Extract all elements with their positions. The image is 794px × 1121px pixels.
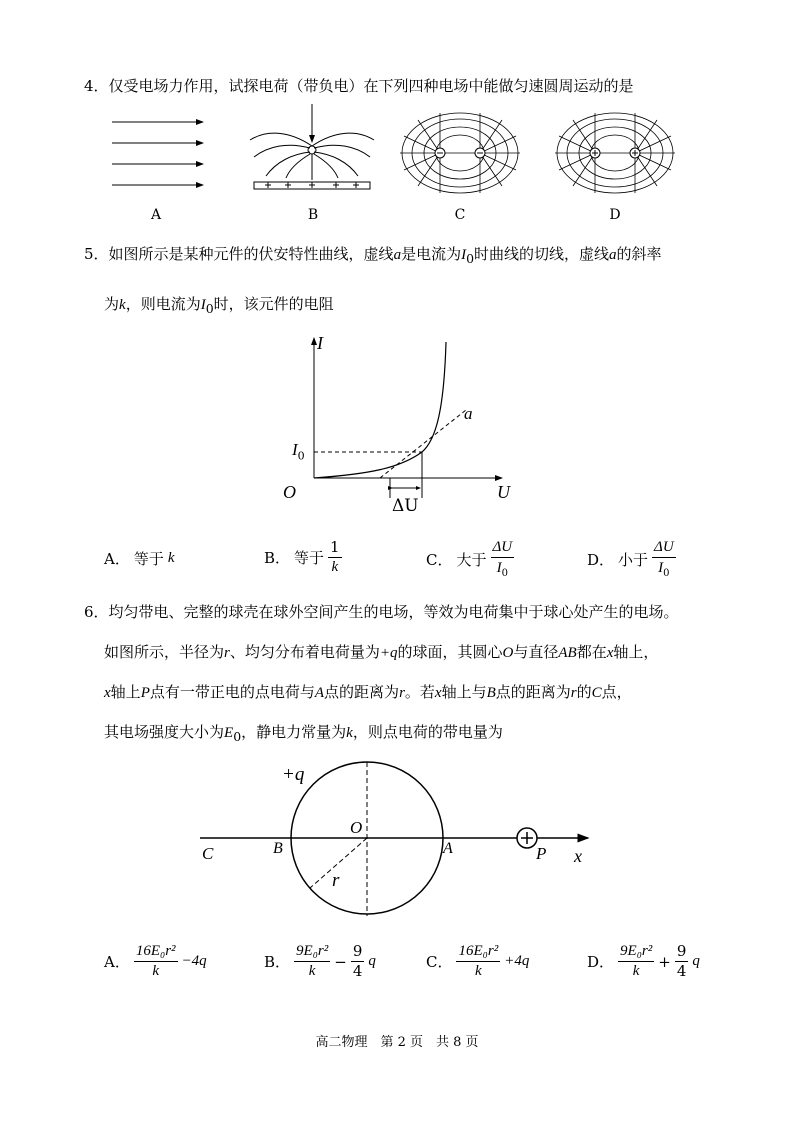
q6-var: C: [591, 685, 602, 701]
den-sub: 0: [663, 568, 670, 579]
fraction: [328, 540, 342, 575]
q5-number: 5．: [84, 245, 109, 263]
q4-option-d: D: [609, 207, 621, 223]
fraction: [294, 944, 330, 979]
q5-i0-sub: 0: [297, 449, 305, 463]
option-tail: q: [692, 953, 700, 969]
q5-sub: 0: [205, 301, 214, 316]
q6-var: B: [486, 685, 496, 701]
q5-var-a: a: [609, 247, 617, 263]
q6-text: 的球面，其圆心: [397, 643, 503, 661]
q5-option-a[interactable]: [104, 548, 175, 569]
q6-var: x: [434, 685, 442, 701]
q4-number: 4．: [84, 77, 109, 95]
q6-option-c[interactable]: [426, 944, 529, 979]
q6-var: x: [606, 645, 614, 661]
q6-point-a: A: [443, 840, 453, 857]
q5-var-i: I: [461, 247, 467, 263]
q6-option-b[interactable]: [264, 944, 376, 979]
q6-text: 点的距离为: [324, 683, 400, 701]
q5-option-c[interactable]: [426, 540, 514, 579]
denominator: k: [152, 963, 160, 979]
option-text: 小于: [618, 551, 649, 569]
q6-option-a[interactable]: [104, 944, 207, 979]
q5-stem-line1: [84, 244, 662, 269]
q6-text: 轴上与: [441, 683, 487, 701]
q6-x-axis-label: x: [574, 846, 582, 866]
q5-iv-graph: [280, 330, 520, 520]
q6-point-o: O: [350, 818, 363, 837]
fraction: [618, 944, 654, 979]
q4-figure-b: [248, 102, 378, 197]
option-tail: +4q: [504, 953, 530, 969]
q5-var-a: a: [393, 247, 402, 263]
q6-charge-label: +q: [282, 764, 305, 785]
denominator: 4: [676, 962, 687, 980]
q6-text: 的: [576, 683, 592, 701]
q6-text: 轴上: [110, 683, 141, 701]
numerator: 9: [676, 942, 687, 960]
q6-sphere-figure: [200, 760, 600, 920]
q6-text: 、均匀分布着电荷量为: [229, 643, 380, 661]
den-var: I: [496, 560, 502, 576]
q5-text: ，则电流为: [125, 295, 201, 313]
q6-text: 轴上，: [613, 643, 659, 661]
q6-var: k: [346, 725, 353, 741]
q5-origin-label: O: [283, 482, 296, 502]
q6-sub: 0: [233, 729, 242, 744]
q5-text: 的斜率: [616, 245, 662, 263]
q4-figure-d: [553, 108, 678, 198]
numerator: ΔU: [652, 540, 676, 558]
numerator: 9: [352, 942, 363, 960]
q6-var: r: [570, 685, 577, 701]
q6-radius-label: r: [332, 870, 340, 891]
option-label: A．: [104, 953, 130, 971]
q5-y-axis-label: I: [317, 333, 323, 353]
q6-stem-line1: [84, 602, 679, 622]
option-label: C．: [426, 953, 453, 971]
numerator: 16E₀r²: [134, 944, 178, 962]
q6-text: ，则点电荷的带电量为: [352, 723, 503, 741]
q5-tangent-label: a: [464, 404, 473, 423]
q6-point-b: B: [273, 840, 283, 857]
q5-x-axis-label: U: [497, 482, 510, 502]
q5-text: 为: [104, 295, 120, 313]
denominator: k: [632, 963, 640, 979]
option-text: 等于: [133, 550, 164, 568]
q5-var-i: I: [200, 297, 206, 313]
q5-i0-label: [292, 440, 305, 462]
option-label: C．: [426, 551, 453, 569]
q6-text: 与直径: [513, 643, 559, 661]
option-tail: q: [368, 953, 376, 969]
q6-text: 都在: [576, 643, 607, 661]
q6-stem-line2: [104, 642, 658, 663]
q4-figure-c: [398, 108, 523, 198]
q6-var: P: [140, 685, 150, 701]
fraction: [134, 944, 178, 979]
q6-var: +q: [379, 645, 398, 661]
q6-var: A: [314, 685, 325, 701]
q6-point-c: C: [202, 844, 214, 863]
q6-var: O: [502, 645, 514, 661]
option-text: 等于: [294, 549, 325, 567]
option-label: D．: [587, 953, 615, 971]
operator: +: [658, 952, 671, 971]
den-var: I: [658, 560, 664, 576]
q6-var: E: [224, 725, 234, 741]
q6-text: ，静电力常量为: [241, 723, 347, 741]
q6-var: r: [399, 685, 405, 701]
q6-stem-line4: [104, 722, 503, 747]
page-footer: 高二物理 第 2 页 共 8 页: [315, 1035, 479, 1050]
option-label: D．: [587, 551, 615, 569]
option-var: k: [167, 550, 175, 566]
option-tail: −4q: [181, 953, 207, 969]
q4-option-a: A: [150, 207, 162, 223]
fraction: [652, 540, 676, 579]
q6-var: r: [224, 645, 230, 661]
q5-i0-var: I: [292, 440, 298, 459]
fraction: [456, 944, 500, 979]
denominator: [656, 558, 671, 579]
denominator: k: [475, 963, 482, 979]
den-sub: 0: [501, 568, 508, 579]
q6-number: 6．: [84, 603, 109, 621]
q6-var: x: [104, 685, 111, 701]
q5-text: 如图所示是某种元件的伏安特性曲线，虚线: [108, 245, 394, 263]
q5-sub: 0: [466, 251, 475, 266]
operator: −: [334, 952, 347, 971]
denominator: k: [331, 559, 339, 575]
denominator: 4: [352, 962, 363, 980]
option-label: B．: [264, 953, 291, 971]
fraction: [675, 944, 689, 979]
fraction: [351, 944, 365, 979]
q6-option-d[interactable]: [587, 944, 700, 979]
q4-option-c: C: [454, 207, 466, 223]
q5-text: 是电流为: [401, 245, 462, 263]
numerator: 1: [330, 538, 340, 556]
q4-figure-a: [110, 112, 210, 192]
q4-option-b: B: [307, 207, 319, 223]
denominator: [495, 558, 510, 579]
q5-text: 时曲线的切线，虚线: [474, 245, 610, 263]
q6-text: 点的距离为: [495, 683, 571, 701]
numerator: ΔU: [491, 540, 515, 558]
q6-text: 点，: [601, 683, 632, 701]
q6-point-p: P: [536, 844, 547, 863]
fraction: [491, 540, 515, 579]
q4-text: 仅受电场力作用，试探电荷（带负电）在下列四种电场中能做匀速圆周运动的是: [108, 77, 634, 95]
q6-text: 如图所示，半径为: [104, 643, 225, 661]
q5-stem-line2: [104, 294, 334, 319]
option-label: A．: [104, 550, 130, 568]
q6-text: 其电场强度大小为: [104, 723, 225, 741]
numerator: 9E₀r²: [294, 944, 330, 962]
q6-text: 点有一带正电的点电荷与: [149, 683, 315, 701]
numerator: 9E₀r²: [618, 944, 654, 962]
q6-text: 均匀带电、完整的球壳在球外空间产生的电场，等效为电荷集中于球心处产生的电场。: [108, 603, 679, 621]
q5-option-d[interactable]: [587, 540, 676, 579]
q6-var: AB: [558, 645, 577, 661]
q5-var-k: k: [119, 297, 126, 313]
denominator: k: [308, 963, 316, 979]
q5-delta-u-label: ΔU: [392, 496, 419, 516]
q5-option-b[interactable]: [264, 540, 342, 575]
option-text: 大于: [456, 551, 487, 569]
numerator: 16E₀r²: [456, 944, 500, 962]
q5-text: 时，该元件的电阻: [213, 295, 334, 313]
q4-stem: [84, 76, 634, 96]
q6-text: 。若: [404, 683, 435, 701]
q6-stem-line3: [104, 682, 632, 703]
option-label: B．: [264, 549, 291, 567]
